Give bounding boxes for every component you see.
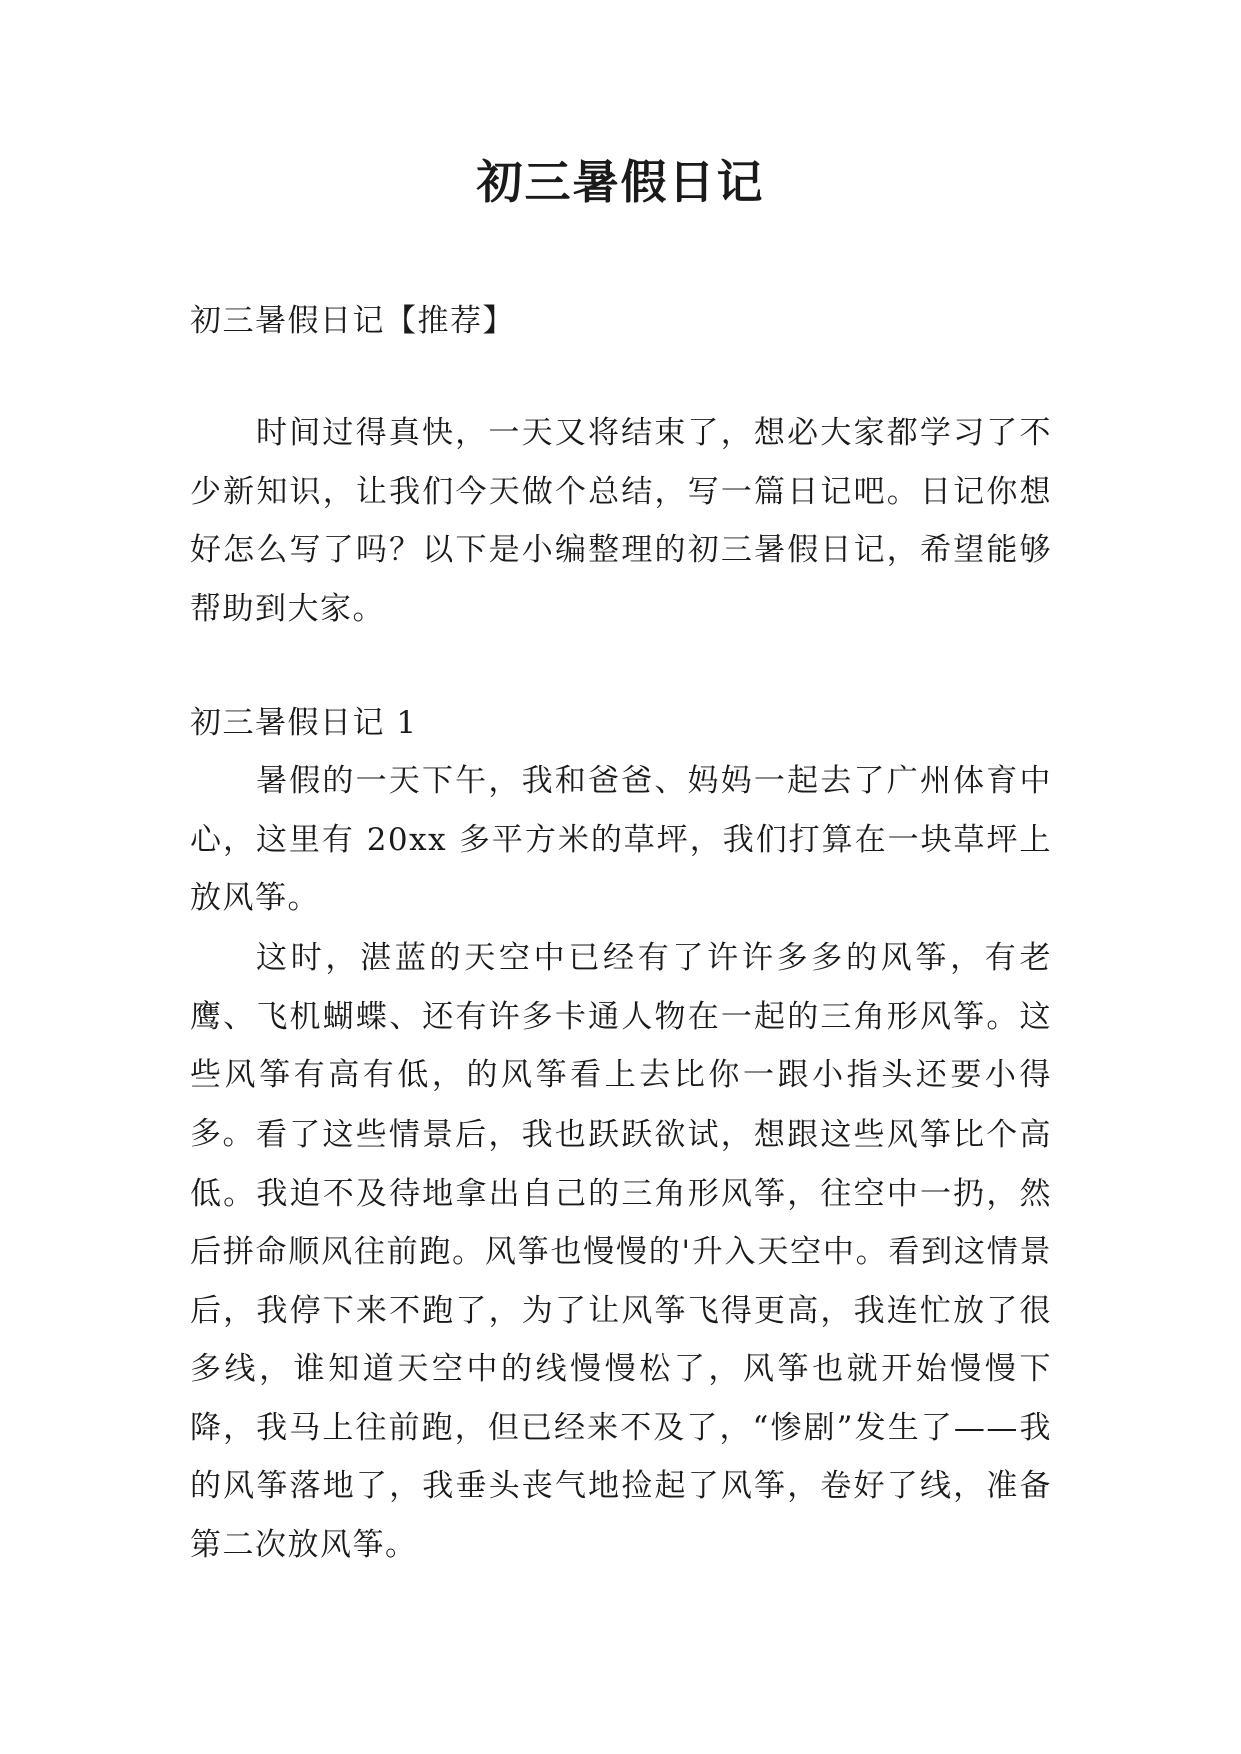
- body-paragraph-3: 看了这些情景后，我也跃跃欲试，想跟这些风筝比个高低。我迫不及待地拿出自己的三角形风筝，往空中一扔，然后拼命顺风往前跑。风筝也慢慢的'升入天空中。看到这情景后，我停下来不跑了，为了让风筝飞得更高，我连忙放了很多线，谁知道天空中的线慢慢松了，风筝也就开始慢慢下降，我马上往前跑，但已经来不及了，“惨剧”发生了——我的风筝落地了，我垂头丧气地捡起了风筝，卷好了线，准备第二次放风筝。: [190, 1117, 1052, 1563]
- section-heading: 初三暑假日记 1: [190, 705, 418, 741]
- body-paragraph-2: 这时，湛蓝的天空中已经有了许许多多的风筝，有老鹰、飞机蝴蝶、还有许多卡通人物在一起的三角形风筝。这些风筝有高有低，的风筝看上去比你一跟小指头还要小得多。: [190, 940, 1052, 1152]
- document-title: 初三暑假日记: [476, 155, 765, 209]
- body-paragraph-1: 暑假的一天下午，我和爸爸、妈妈一起去了广州体育中心，这里有 20xx 多平方米的草坪，我们打算在一块草坪上放风筝。: [190, 763, 1052, 916]
- document-subtitle: 初三暑假日记【推荐】: [190, 303, 515, 339]
- intro-paragraph: 时间过得真快，一天又将结束了，想必大家都学习了不少新知识，让我们今天做个总结，写一篇日记吧。日记你想好怎么写了吗？以下是小编整理的初三暑假日记，希望能够帮助到大家。: [190, 415, 1052, 627]
